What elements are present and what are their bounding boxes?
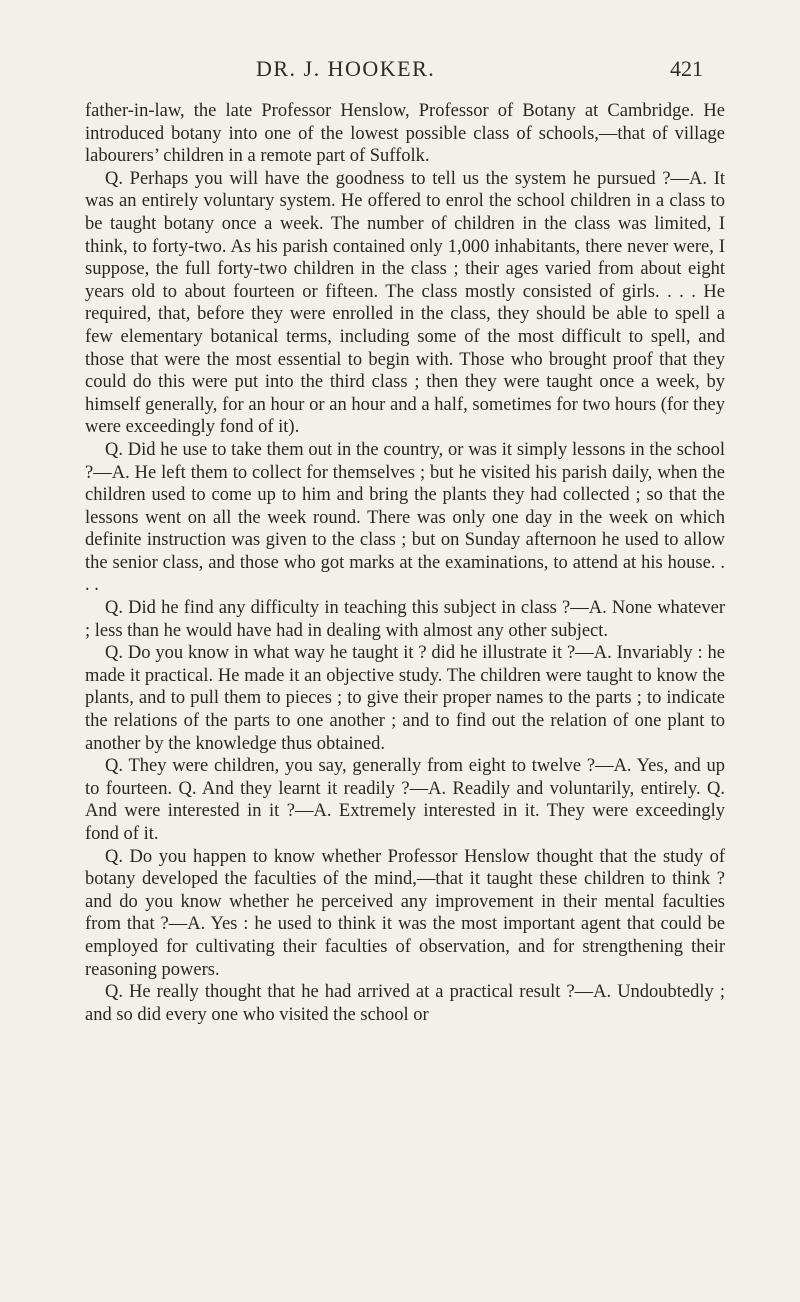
paragraph: father-in-law, the late Professor Henslow, Professor of Botany at Cambridge. He introduced botany into one of the lowest possible class of schools,—that of village labourers’ children in a remote part of Suffolk. xyxy=(85,101,725,167)
paragraph: Q. Did he use to take them out in the country, or was it simply lessons in the school ?—A. He left them to collect for themselves ; but he visited his parish daily, when the children used to come up to him and bring the plants they had collected ; so that the lessons went on all the week round. There was only one day in the week on which definite instruction was given to the class ; but on Sunday afternoon he used to allow the senior class, and those who got marks at the examinations, to attend at his house. . . . xyxy=(85,439,725,596)
page-number: 421 xyxy=(670,56,703,81)
page-header xyxy=(0,56,800,90)
paragraph: Q. Did he find any difficulty in teaching this subject in class ?—A. None whatever ; less than he would have had in dealing with almost any other subject. xyxy=(85,598,725,641)
paragraph: Q. They were children, you say, generally from eight to twelve ?—A. Yes, and up to fourteen. Q. And they learnt it readily ?—A. Readily and voluntarily, entirely. Q. And were interested in it ?—A. Extremely interested in it. They were exceedingly fond of it. xyxy=(85,756,725,844)
paragraph: Q. Do you know in what way he taught it ? did he illustrate it ?—A. Invariably : he made it practical. He made it an objective study. The children were taught to know the plants, and to pull them to pieces ; to give their proper names to the parts ; to indicate the relations of the parts to one another ; and to find out the relation of one plant to another by the knowledge thus obtained. xyxy=(85,643,725,754)
paragraph: Q. Perhaps you will have the goodness to tell us the system he pursued ?—A. It was an entirely voluntary system. He offered to enrol the school children in a class to be taught botany once a week. The number of children in the class was limited, I think, to forty-two. As his parish contained only 1,000 inhabitants, there never were, I suppose, the full forty-two children in the class ; their ages varied from about eight years old to about fourteen or fifteen. The class mostly consisted of girls. . . . He required, that, before they were enrolled in the class, they should be able to spell a few elementary botanical terms, including some of the most difficult to spell, and those that were the most essential to begin with. Those who brought proof that they could do this were put into the third class ; then they were taught once a week, by himself generally, for an hour or an hour and a half, sometimes for two hours (for they were exceedingly fond of it). xyxy=(85,168,725,438)
paragraph: Q. Do you happen to know whether Professor Henslow thought that the study of botany developed the faculties of the mind,—that it taught these children to think ? and do you know whether he perceived any improvement in their mental faculties from that ?—A. Yes : he used to think it was the most important agent that could be employed for cultivating their faculties of observation, and for strengthening their reasoning powers. xyxy=(85,846,725,980)
paragraph: Q. He really thought that he had arrived at a practical result ?—A. Undoubtedly ; and so did every one who visited the school or xyxy=(85,982,725,1025)
body-text xyxy=(85,100,725,1026)
running-head: DR. J. HOOKER. xyxy=(256,56,436,81)
